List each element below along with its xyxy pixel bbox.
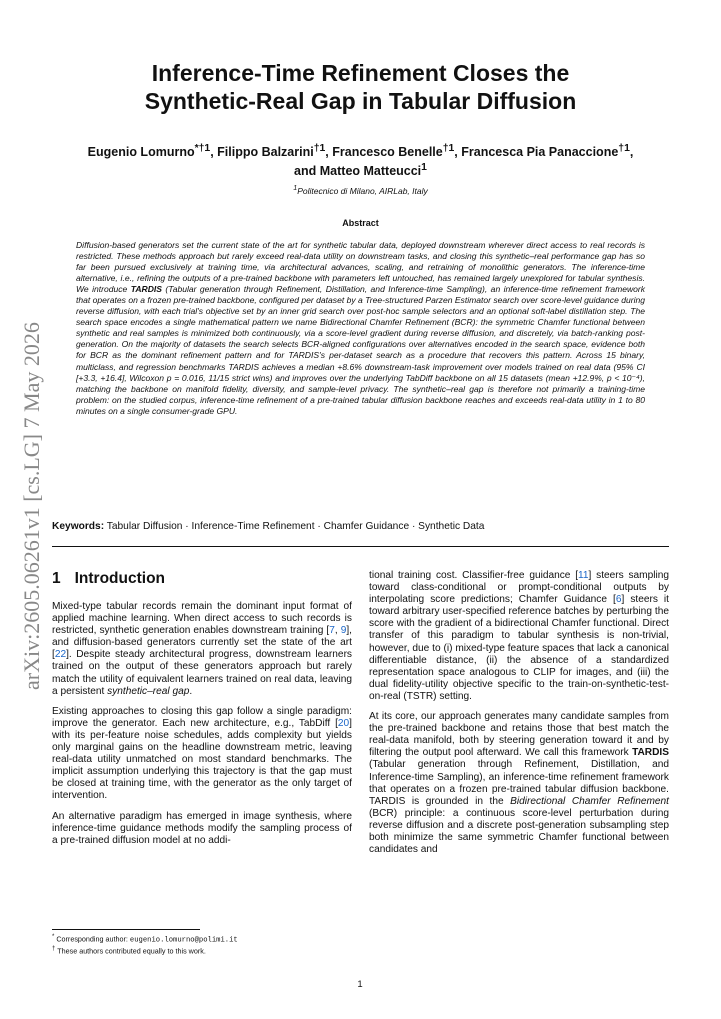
section-title: Introduction xyxy=(74,570,166,587)
section-heading xyxy=(52,570,352,588)
footnote-corresponding: * Corresponding author: eugenio.lomurno@polimi.it xyxy=(52,934,238,945)
arxiv-identifier-stamp: arXiv:2605.06261v1 [cs.LG] 7 May 2026 xyxy=(19,322,44,690)
paper-title xyxy=(60,59,661,115)
right-column xyxy=(369,570,669,864)
author-name: Eugenio Lomurno xyxy=(87,145,195,160)
affiliation-text: Politecnico di Milano, AIRLab, Italy xyxy=(297,185,428,196)
author-affiliation-mark: †1 xyxy=(618,143,630,154)
author-list: Eugenio Lomurno$^{*\dagger 1}$, Filippo Balzarini$^{\dagger 1}$, Francesco Benelle$^{\dagger 1}$, Francesca Pia Panaccione$^{\dagger 1}$, and Matteo Matteucci$^1$ xyxy=(87,143,634,179)
author-conjunction: and xyxy=(294,164,317,179)
emphasis: synthetic–real gap xyxy=(107,685,190,697)
abstract-heading: Abstract xyxy=(342,218,379,228)
left-column xyxy=(52,570,352,855)
paragraph: An alternative paradigm has emerged in image synthesis, where inference-time guidance methods modify the sampling process of a pre-trained diffusion model at no addi- xyxy=(52,810,352,846)
paragraph: Mixed-type tabular records remain the dominant input format of applied machine learning. When direct access to such records is restricted, synthetic generation enables downstream training [7, 9], and diffusion-based generators currently set the state of the art [22]. Despite steady architectural progress, downstream learners trained on the output of these generators approach but rarely match the utility of equivalent learners trained on real data, leaving a persistent synthetic–real gap. xyxy=(52,601,352,697)
author-affiliation-mark: †1 xyxy=(442,143,455,154)
section-divider xyxy=(52,546,669,547)
emphasis: Bidirectional Chamfer Refinement xyxy=(510,795,669,807)
section-number: 1 xyxy=(52,570,61,587)
abstract-text: Diffusion-based generators set the current state of the art for synthetic tabular data, deployed downstream wherever direct access to real records is restricted. These methods approach but rarely exceed real-data utility on downstream tasks, and closing this synthetic–real performance gap has so far been pursued exclusively at training time, via architectural advances, scaling, and retraining of monolithic generators. The inference-time alternative, i.e., refining the outputs of a pre-trained backbone with parameters left untouched, has remained largely unexplored for tabular synthesis. We introduce xyxy=(76,240,645,295)
author-name: Matteo Matteucci xyxy=(319,164,422,179)
author-name: Francesco Benelle xyxy=(332,145,443,160)
author-affiliation-mark: *†1 xyxy=(194,143,211,154)
abstract-text: (Tabular generation through Refinement, Distillation, and Inference-time Sampling), an inference-time refinement framework that operates on a frozen pre-trained backbone, configured per dataset by a Tree-structured Parzen Estimator search over score-level guidance during reverse diffusion, with each trial's objective set by an inner grid search over post-hoc sample selectors and an optional soft-label distillation step. The search space encodes a single mathematical pattern we name Bidirectional Chamfer Refinement (BCR): the symmetric Chamfer functional between synthetic and real samples is minimized both continuously, via a score-level gradient during reverse diffusion, and discretely, via batch-ranking post-generation. On the majority of datasets the search selects BCR-aligned configurations over alternatives encoded in the search space, evidence both for BCR as the dominant refinement pattern and for TARDIS's per-dataset search as a procedure that recovers this pattern. Across 15 binary, multiclass, and regression benchmarks TARDIS achieves a median +8.6% downstream-task improvement over models trained on real data (95% CI [+3.3, +16.4], Wilcoxon p = 0.016, 11/15 strict wins) and improves over the underlying TabDiff backbone on all 15 datasets (mean +12.9%, p < 10⁻⁴), matching the backbone on manifold fidelity, diversity, and sample-level privacy. The synthetic–real gap is therefore not primarily a training-time problem: on the studied corpus, inference-time refinement of a pre-trained tabular diffusion backbone reaches and exceeds real-data utility in 1 to 80 minutes on a single consumer-grade GPU. xyxy=(76,284,646,416)
framework-name: TARDIS xyxy=(632,747,669,759)
abstract-body xyxy=(76,240,645,417)
title-line-2: Synthetic-Real Gap in Tabular Diffusion xyxy=(144,88,577,114)
author-name: Francesca Pia Panaccione xyxy=(461,145,619,160)
paragraph: At its core, our approach generates many candidate samples from the pre-trained backbone and retains those that best match the real-data manifold, both by steering generation toward it and by filtering the output pool afterward. We call this framework TARDIS (Tabular generation through Refinement, Distillation, and Inference-time Sampling), an inference-time refinement framework that operates on a frozen pre-trained tabular diffusion backbone. TARDIS is grounded in the Bidirectional Chamfer Refinement (BCR) principle: a continuous score-level perturbation during reverse diffusion and a discrete post-generation subsampling step both minimize the same symmetric Chamfer functional between candidates and xyxy=(369,711,669,856)
citation-link[interactable]: 11 xyxy=(578,570,589,581)
footnote-rule xyxy=(52,929,200,930)
citation-link[interactable]: 22 xyxy=(54,649,67,661)
keywords-text: Tabular Diffusion · Inference-Time Refinement · Chamfer Guidance · Synthetic Data xyxy=(106,521,485,532)
author-affiliation-mark: †1 xyxy=(313,143,326,154)
paragraph: Existing approaches to closing this gap follow a single paradigm: improve the generator. Each new architecture, e.g., TabDiff [20] with its per-feature noise schedules, adds complexity but yields only marginal gains on the headline downstream metric, leaving real-data utility unmatched on most standard benchmarks. The implicit assumption underlying this trajectory is that the gap must be closed at training time, with the generator as the only target of intervention. xyxy=(52,705,352,802)
author-name: Filippo Balzarini xyxy=(217,145,314,160)
email-link[interactable]: eugenio.lomurno@polimi.it xyxy=(129,936,238,945)
keywords-label: Keywords: xyxy=(52,521,105,532)
citation-link[interactable]: 9 xyxy=(340,625,347,637)
keywords xyxy=(52,521,672,532)
footnote-equal-contribution: † These authors contributed equally to this work. xyxy=(52,946,206,956)
affiliation-mark: 1 xyxy=(293,184,298,192)
citation-link[interactable]: 6 xyxy=(615,594,622,606)
page-number: 1 xyxy=(357,979,363,990)
citation-link[interactable]: 7 xyxy=(329,625,335,637)
title-line-1: Inference-Time Refinement Closes the xyxy=(151,60,570,86)
paragraph: tional training cost. Classifier-free guidance [11] steers sampling toward class-conditional or prompt-conditional outputs by interpolating score predictions; Chamfer Guidance [6] steers it toward arbitrary user-specified reference batches by perturbing the score with the gradient of a bidirectional Chamfer functional. Direct transfer of this paradigm to tabular synthesis is non-trivial, however, due to (i) mixed-type feature spaces that lack a canonical differentiable distance, (ii) the absence of a standardized representation space analogous to CLIP for images, and (iii) the dual fidelity-utility objective specific to the train-on-synthetic-test-on-real (TSTR) setting. xyxy=(369,570,669,702)
citation-link[interactable]: 20 xyxy=(337,717,350,729)
author-affiliation-mark: 1 xyxy=(421,162,427,174)
footnotes xyxy=(52,929,352,956)
abstract-framework-name: TARDIS xyxy=(130,284,162,295)
affiliation xyxy=(60,184,661,196)
